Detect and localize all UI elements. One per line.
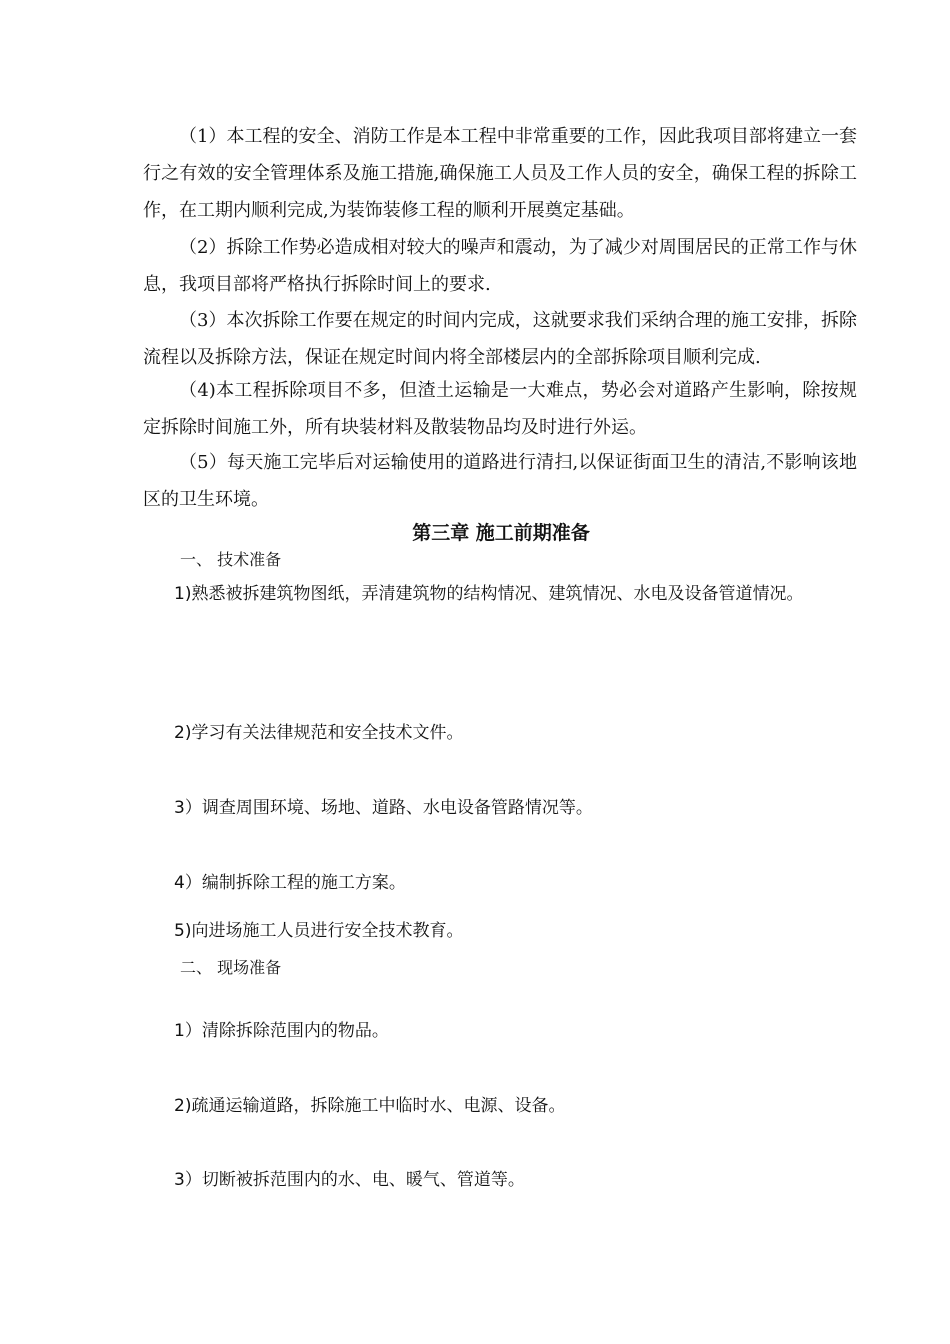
intro-paragraph-5: （5）每天施工完毕后对运输使用的道路进行清扫,以保证街面卫生的清洁,不影响该地区的卫生环境。 — [143, 452, 857, 510]
list-item: 1)熟悉被拆建筑物图纸，弄清建筑物的结构情况、建筑情况、水电及设备管道情况。 — [174, 584, 804, 604]
list-item: 2)学习有关法律规范和安全技术文件。 — [174, 723, 464, 743]
list-item: 1）清除拆除范围内的物品。 — [174, 1021, 389, 1041]
section-heading-technical: 一、 技术准备 — [180, 550, 282, 569]
section-heading-site: 二、 现场准备 — [180, 958, 282, 977]
chapter-title: 第三章 施工前期准备 — [412, 522, 590, 544]
list-item: 3）调查周围环境、场地、道路、水电设备管路情况等。 — [174, 798, 593, 818]
list-item: 2)疏通运输道路，拆除施工中临时水、电源、设备。 — [174, 1096, 566, 1116]
list-item: 5)向进场施工人员进行安全技术教育。 — [174, 921, 464, 941]
intro-paragraph-1: （1）本工程的安全、消防工作是本工程中非常重要的工作，因此我项目部将建立一套行之有效的安全管理体系及施工措施,确保施工人员及工作人员的安全，确保工程的拆除工作，在工期内顺利完成,为装饰装修工程的顺利开展奠定基础。 — [143, 126, 857, 221]
intro-paragraph-3: （3）本次拆除工作要在规定的时间内完成，这就要求我们采纳合理的施工安排，拆除流程以及拆除方法，保证在规定时间内将全部楼层内的全部拆除项目顺利完成. — [143, 310, 857, 368]
intro-paragraph-2: （2）拆除工作势必造成相对较大的噪声和震动，为了减少对周围居民的正常工作与休息，我项目部将严格执行拆除时间上的要求. — [143, 237, 857, 295]
list-item: 3）切断被拆范围内的水、电、暖气、管道等。 — [174, 1170, 525, 1190]
intro-paragraph-4: （4)本工程拆除项目不多，但渣土运输是一大难点，势必会对道路产生影响，除按规定拆除时间施工外，所有块装材料及散装物品均及时进行外运。 — [143, 380, 857, 438]
list-item: 4）编制拆除工程的施工方案。 — [174, 873, 406, 893]
